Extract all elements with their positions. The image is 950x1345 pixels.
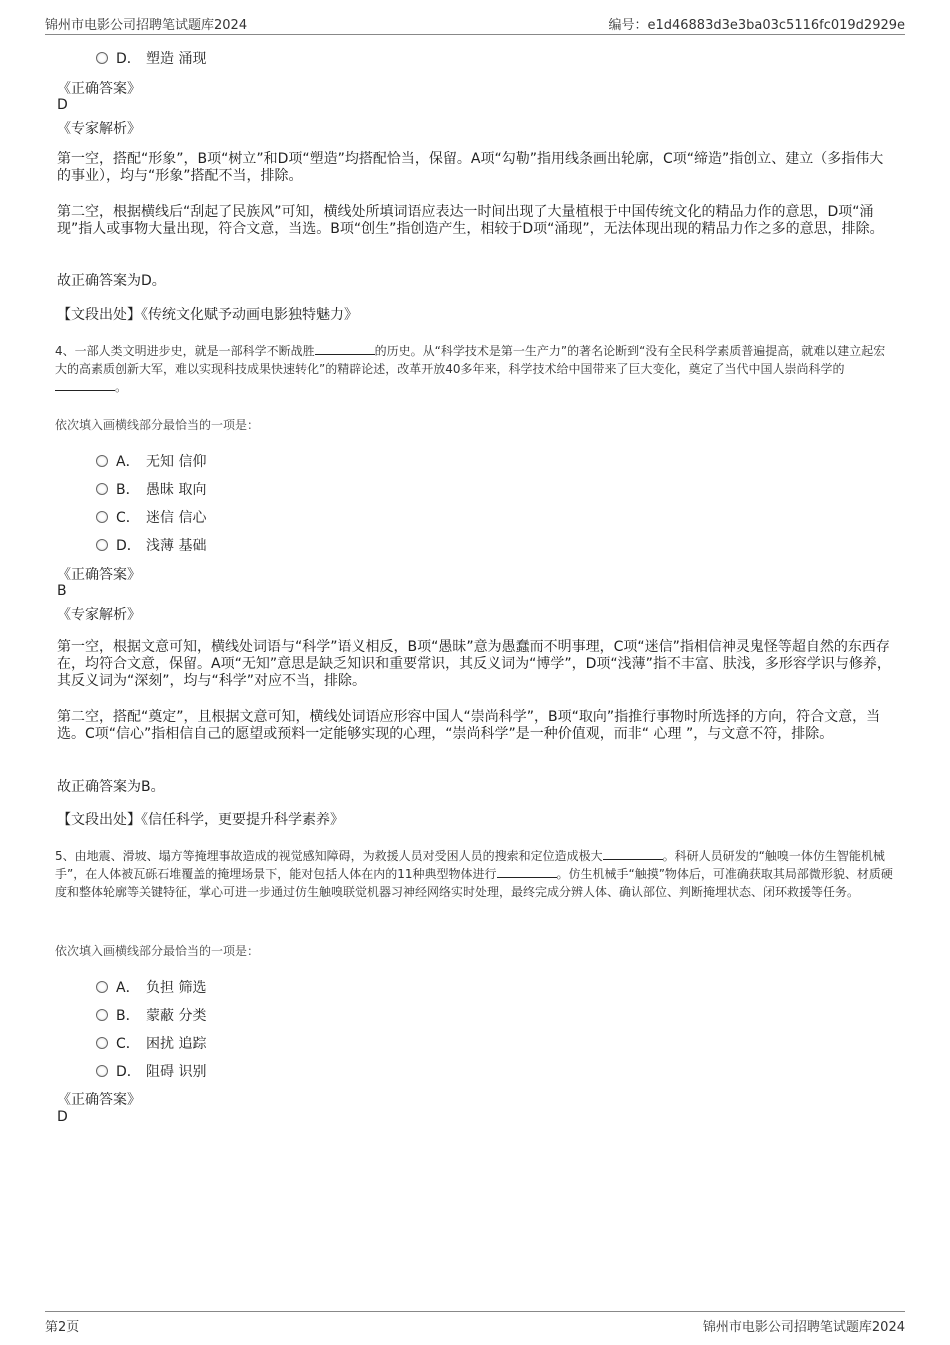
radio-icon[interactable] [96, 1037, 108, 1049]
q5-answer-label: 《正确答案》 [57, 1092, 141, 1108]
radio-icon[interactable] [96, 483, 108, 495]
q5-option-a[interactable]: A． 负担 筛选 [96, 977, 206, 997]
footer-title: 锦州市电影公司招聘笔试题库2024 [702, 1320, 905, 1335]
q4-option-b[interactable]: B． 愚昧 取向 [96, 479, 206, 499]
page-footer [45, 1311, 905, 1338]
radio-icon[interactable] [96, 1009, 108, 1021]
q4-answer: B [57, 583, 67, 599]
q5-stem: 5、由地震、滑坡、塌方等掩埋事故造成的视觉感知障碍，为救援人员对受困人员的搜索和定位造成极大 。科研人员研发的“触嗅一体仿生智能机械手”，在人体被瓦砾石堆覆盖的掩埋场景下，能对包括人体在内的11种典型物体进行 。仿生机械手“触摸”物体后，可准确获取其局部微形貌、材质硬度和整体轮廓等关键特征，掌心可进一步通过仿生触嗅联觉机器习神经网络实时处理，最终完成分辨人体、确认部位、判断掩埋状态、闭环救援等任务。 [55, 849, 893, 899]
radio-icon[interactable] [96, 1065, 108, 1077]
footer-page: 第2页 [45, 1320, 80, 1335]
q3-answer: D [57, 97, 68, 113]
blank [315, 342, 375, 355]
q3-answer-label: 《正确答案》 [57, 81, 141, 97]
blank [603, 847, 663, 860]
q5-option-b[interactable]: B． 蒙蔽 分类 [96, 1005, 206, 1025]
page-header [45, 12, 905, 35]
q3-analysis-p1: 第一空，搭配“形象”，B项“树立”和D项“塑造”均搭配恰当，保留。A项“勾勒”指用线条画出轮廓，C项“缔造”指创立、建立（多指伟大的事业），均与“形象”搭配不当，排除。 [57, 151, 884, 184]
q4-analysis-label: 《专家解析》 [57, 607, 141, 623]
blank [497, 865, 557, 878]
q4-option-a[interactable]: A． 无知 信仰 [96, 451, 206, 471]
q4-analysis-p1: 第一空，根据文意可知，横线处词语与“科学”语义相反，B项“愚昧”意为愚蠢而不明事理，C项“迷信”指相信神灵鬼怪等超自然的东西存在，均符合文意，保留。A项“无知”意思是缺乏知识和重要常识，其反义词为“博学”，D项“浅薄”指不丰富、肤浅，多形容学识与修养，其反义词为“深刻”，均与“科学”对应不当，排除。 [57, 639, 891, 689]
q4-option-d[interactable]: D． 浅薄 基础 [96, 535, 206, 555]
radio-icon[interactable] [96, 511, 108, 523]
q4-prompt: 依次填入画横线部分最恰当的一项是： [55, 418, 260, 432]
q3-conclusion: 故正确答案为D。 [57, 273, 166, 289]
q4-source: 【文段出处】《信任科学，更要提升科学素养》 [57, 812, 344, 828]
q4-analysis-p2: 第二空，搭配“奠定”，且根据文意可知，横线处词语应形容中国人“崇尚科学”，B项“取向”指推行事物时所选择的方向，符合文意，当选。C项“信心”指相信自己的愿望或预料一定能够实现的心理，“崇尚科学”是一种价值观，而非“ 心理 ”，与文意不符，排除。 [57, 709, 881, 742]
radio-icon[interactable] [96, 52, 108, 64]
q4-stem: 4、一部人类文明进步史，就是一部科学不断战胜 的历史。从“科学技术是第一生产力”的著名论断到“没有全民科学素质普遍提高，就难以建立起宏大的高素质创新大军，难以实现科技成果快速转化”的精辟论述，改革开放40多年来，科学技术给中国带来了巨大变化，奠定了当代中国人崇尚科学的。 [55, 344, 886, 394]
q5-option-c[interactable]: C． 困扰 追踪 [96, 1033, 206, 1053]
radio-icon[interactable] [96, 455, 108, 467]
blank [55, 378, 115, 391]
q4-conclusion: 故正确答案为B。 [57, 779, 165, 795]
q3-source: 【文段出处】《传统文化赋予动画电影独特魅力》 [57, 307, 358, 323]
q4-answer-label: 《正确答案》 [57, 567, 141, 583]
q3-option-d[interactable]: D． 塑造 涌现 [96, 48, 206, 68]
radio-icon[interactable] [96, 981, 108, 993]
header-code: 编号：e1d46883d3e3ba03c5116fc019d2929e [608, 18, 905, 33]
q3-analysis-p2: 第二空，根据横线后“刮起了民族风”可知，横线处所填词语应表达一时间出现了大量植根于中国传统文化的精品力作的意思，D项“涌现”指人或事物大量出现，符合文意，当选。B项“创生”指创造产生，相较于D项“涌现”，无法体现出现的精品力作之多的意思，排除。 [57, 204, 884, 237]
q5-prompt: 依次填入画横线部分最恰当的一项是： [55, 944, 260, 958]
radio-icon[interactable] [96, 539, 108, 551]
q5-answer: D [57, 1109, 68, 1125]
q4-option-c[interactable]: C． 迷信 信心 [96, 507, 206, 527]
q3-analysis-label: 《专家解析》 [57, 121, 141, 137]
header-title: 锦州市电影公司招聘笔试题库2024 [45, 18, 248, 33]
q5-option-d[interactable]: D． 阻碍 识别 [96, 1061, 206, 1081]
